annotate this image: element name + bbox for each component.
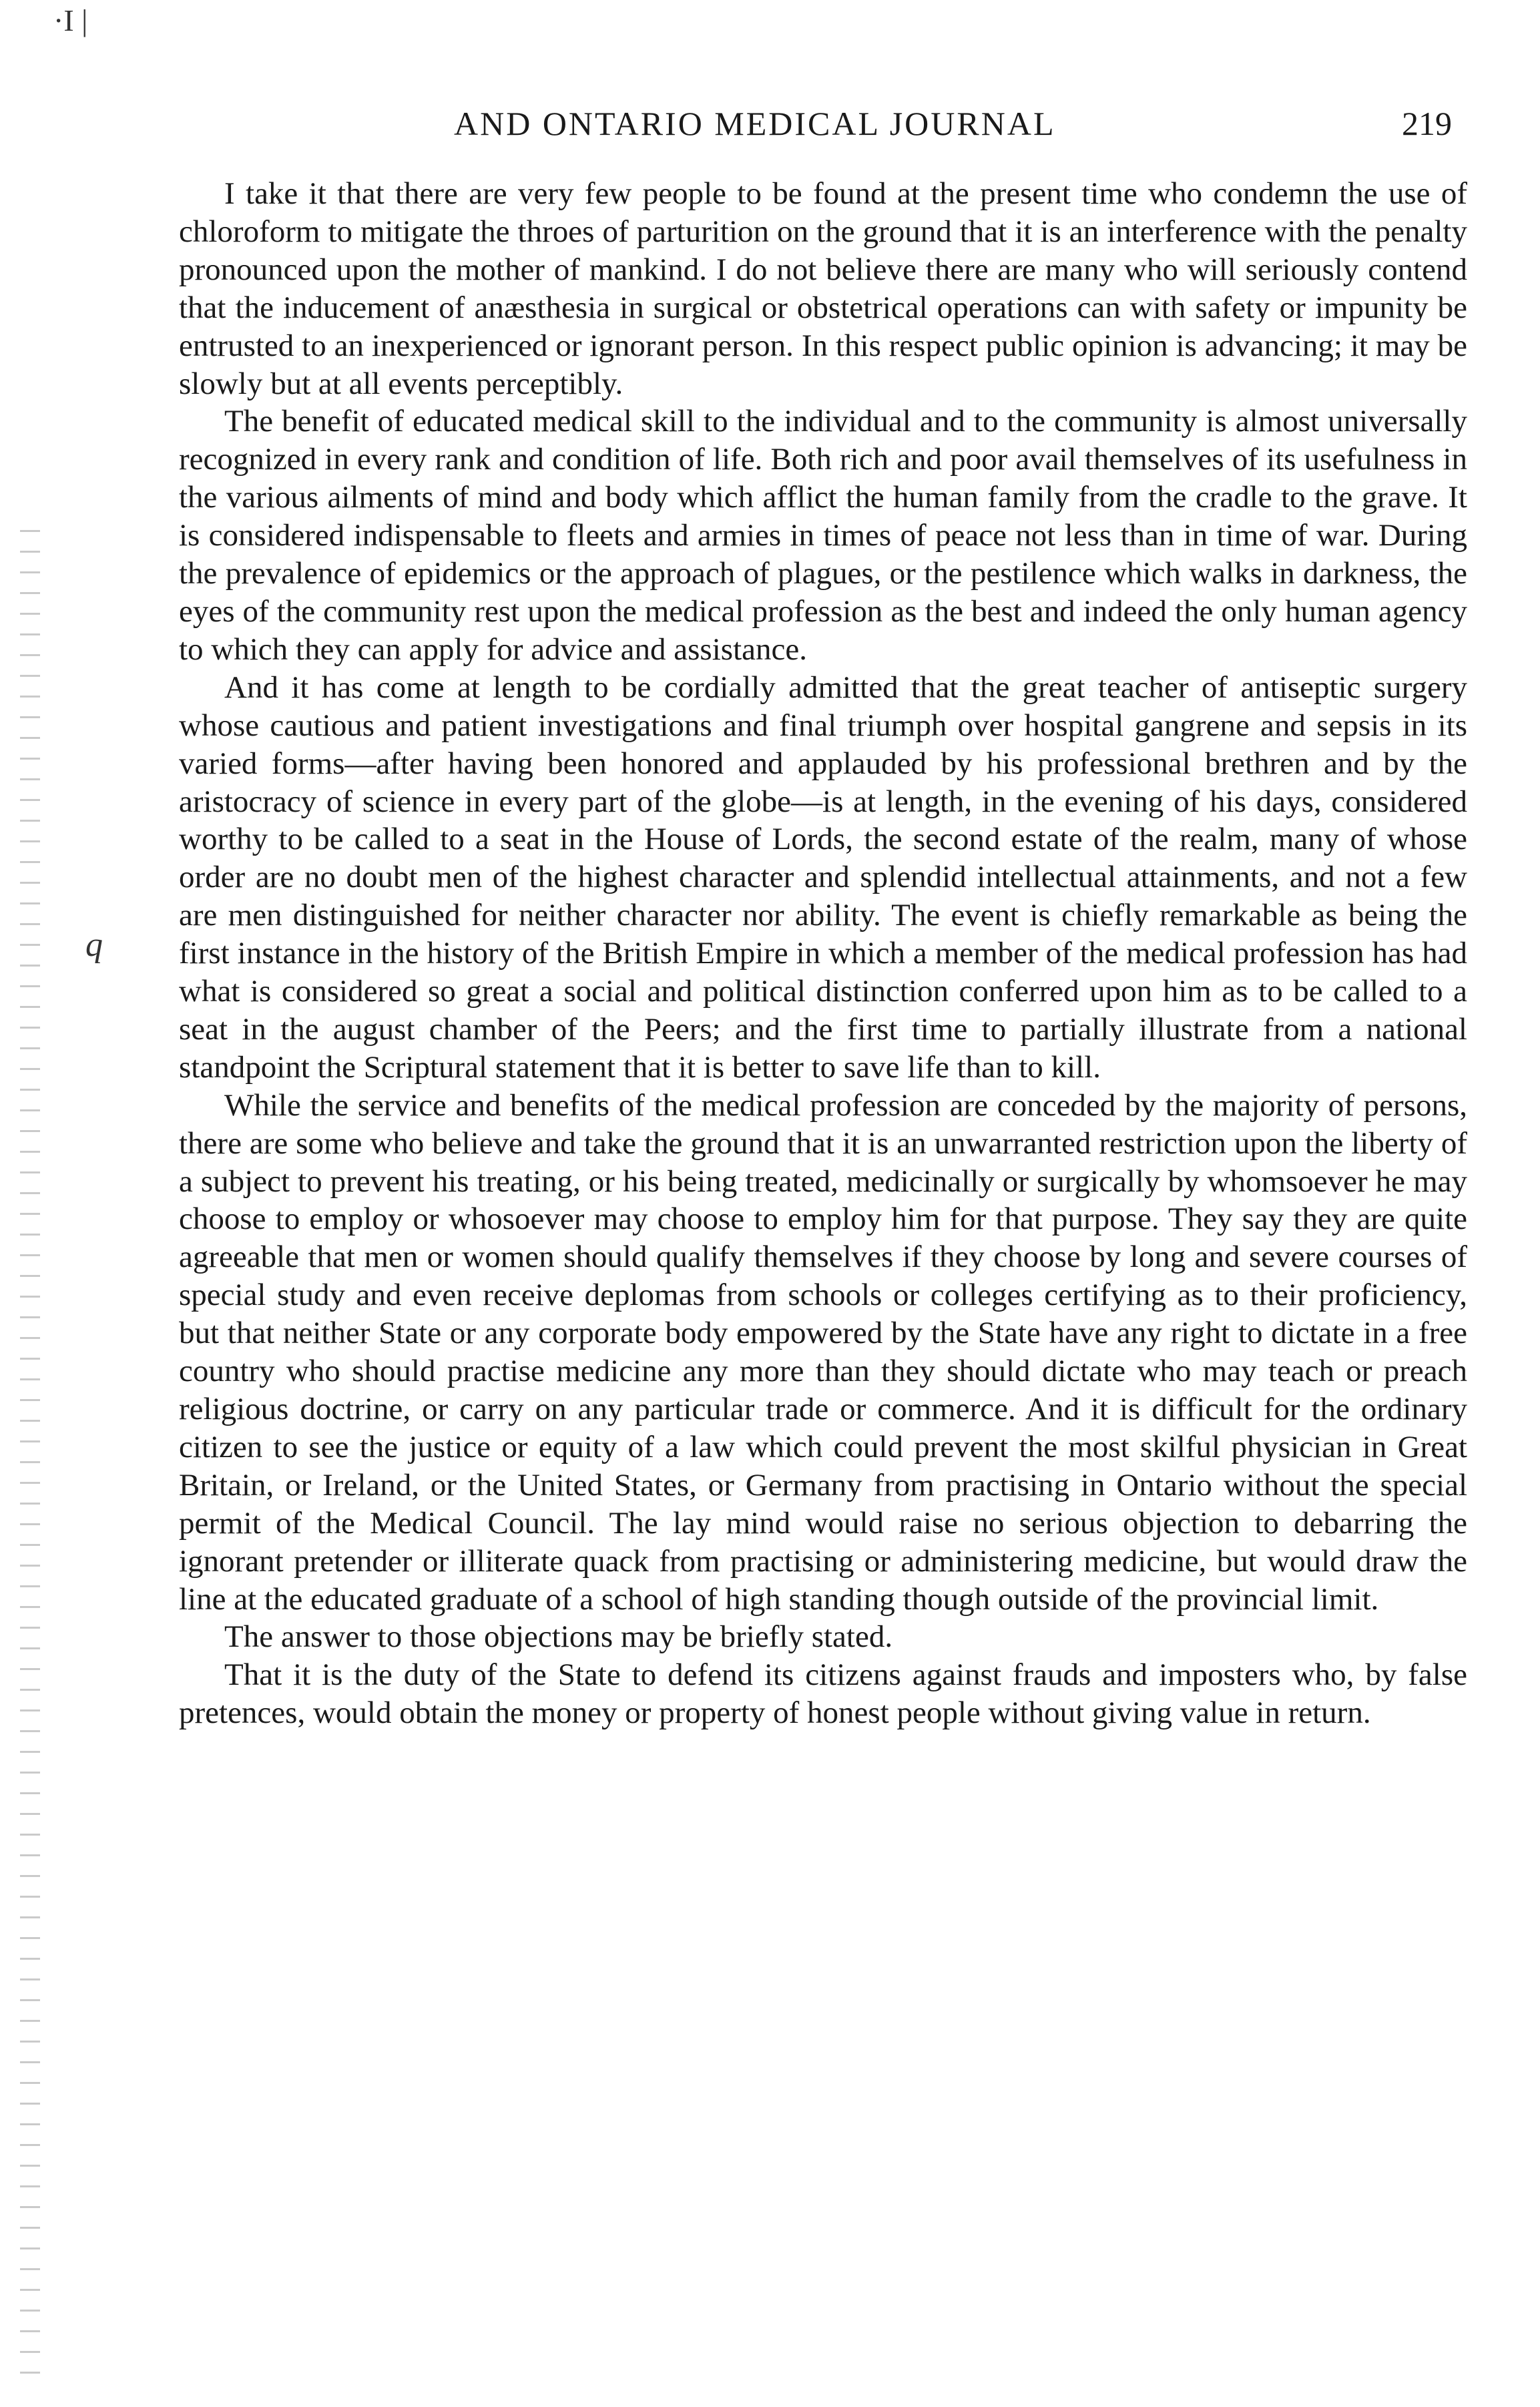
paragraph-answer: The answer to those objections may be briefly stated. — [224, 1619, 893, 1655]
article-body — [179, 175, 1467, 1732]
margin-note: q — [85, 926, 103, 964]
paragraph-liberty-objection: While the service and benefits of the medical profession are conceded by the majority of persons, there are some who believe and take the ground that it is an unwarranted restriction upon the liberty of a subject to prevent his treating, or his being treated, medicinally or surgically by whomsoever he may choose to employ or whosoever may choose to employ him for that purpose. They say they are quite agreeable that men or women should qualify themselves if they choose by long and severe courses of special study and even receive deplomas from schools or colleges certifying as to their proficiency, but that neither State or any corporate body empowered by the State have any right to dictate in a free country who should practise medicine any more than they should dictate who may teach or preach religious doctrine, or carry on any particular trade or commerce. And it is difficult for the ordinary citizen to see the justice or equity of a law which could prevent the most skilful physician in Great Britain, or Ireland, or the United States, or Germany from practising in Ontario without the special permit of the Medical Council. The lay mind would raise no serious objection to debarring the ignorant pretender or illiterate quack from practising or administering medicine, but would draw the line at the educated graduate of a school of high standing though outside of the provincial limit. — [179, 1087, 1467, 1617]
binding-edge-speckle — [20, 521, 40, 2390]
page-number: 219 — [1402, 105, 1452, 142]
paragraph-benefit-medical-skill: The benefit of educated medical skill to the individual and to the community is almost universally recognized in every rank and condition of life. Both rich and poor avail themselves of its usefulness in the various ailments of mind and body which afflict the human family from the cradle to the grave. It is considered indispensable to fleets and armies in times of peace not less than in time of war. During the prevalence of epidemics or the approach of plagues, or the pestilence which walks in darkness, the eyes of the community rest upon the medical profession as the best and indeed the only human agency to which they can apply for advice and assistance. — [179, 404, 1467, 667]
paragraph-antiseptic-surgery: And it has come at length to be cordially admitted that the great teacher of antiseptic surgery whose cautious and patient investigations and final triumph over hospital gangrene and sepsis in its varied forms—after having been honored and applauded by his professional brethren and by the aristocracy of science in every part of the globe—is at length, in the evening of his days, considered worthy to be called to a seat in the House of Lords, the second estate of the realm, many of whose order are no doubt men of the highest character and splendid intellectual attainments, and not a few are men distinguished for neither character nor ability. The event is chiefly remarkable as being the first instance in the history of the British Empire in which a member of the medical profession has had what is considered so great a social and political distinction conferred upon him as to be called to a seat in the august chamber of the Peers; and the first time to partially illustrate from a national standpoint the Scriptural statement that it is better to save life than to kill. — [179, 670, 1467, 1085]
paragraph-chloroform: I take it that there are very few people to be found at the present time who condemn the use of chloroform to mitigate the throes of parturition on the ground that it is an interference with the penalty pronounced upon the mother of mankind. I do not believe there are many who will seriously contend that the inducement of anæsthesia in surgical or obstetrical operations can with safety or impunity be entrusted to an inexperienced or ignorant person. In this respect public opinion is advancing; it may be slowly but at all events perceptibly. — [179, 176, 1467, 401]
paragraph-duty-of-state: That it is the duty of the State to defend its citizens against frauds and imposters who, by false pretences, would obtain the money or property of honest people without giving value in return. — [179, 1657, 1467, 1731]
margin-mark: ·I | — [53, 3, 88, 37]
running-head: AND ONTARIO MEDICAL JOURNAL — [454, 105, 1056, 142]
